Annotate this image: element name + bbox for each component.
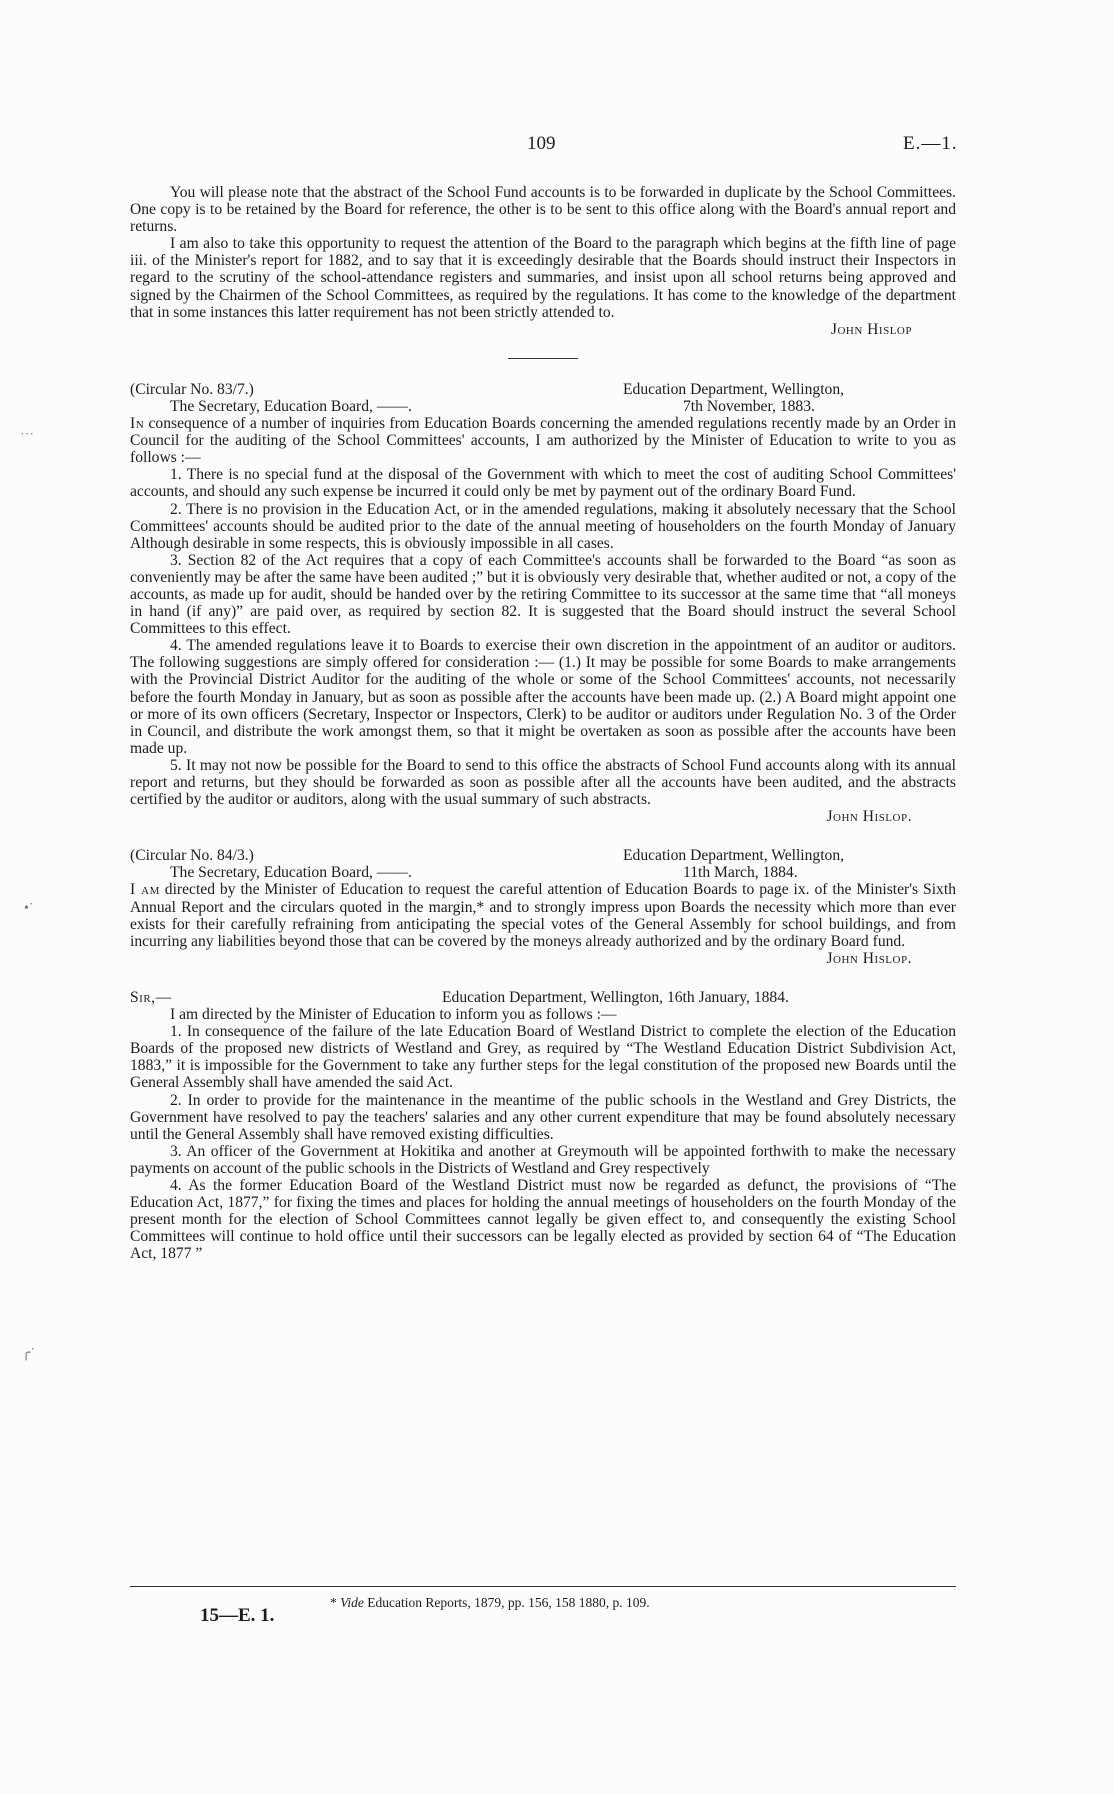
- paragraph: 4. The amended regulations leave it to Boards to exercise their own discretion in the appointment of an auditor or auditors. The following suggestions are simply offered for consideration :— (1.) It may be possible for some Boards to make arrangements with the Provincial District Auditor for the auditing of the whole or some of the School Committees' accounts, not necessarily before the fourth Monday in January, but as soon as possible after the accounts have been made up. (2.) A Board might appoint one or more of its own officers (Secretary, Inspector or Inspectors, Clerk) to be auditor or auditors under Regulation No. 3 of the Order in Council, and distribute the work amongst them, so that it might be overtaken as soon as possible after the accounts have been made up.: [130, 637, 956, 757]
- paragraph-text: directed by the Minister of Education to request the careful attention of Education Boards to page ix. of the Minister's Sixth Annual Report and the circulars quoted in the margin,* and to strongly impress upon Boards the necessity which more than ever exists for their carefully refraining from anticipating the special votes of the General Assembly for school buildings, and from incurring any liabilities beyond those that can be covered by the moneys already authorized and by the ordinary Board fund.: [130, 881, 956, 950]
- paragraph: 2. In order to provide for the maintenance in the meantime of the public schools in the Westland and Grey Districts, the Government have resolved to pay the teachers' salaries and any other current expenditure that may be found absolutely necessary until the General Assembly shall have removed existing difficulties.: [130, 1091, 956, 1143]
- paragraph: 2. There is no provision in the Education Act, or in the amended regulations, making it absolutely necessary that the School Committees' accounts should be audited prior to the date of the annual meeting of householders on the fourth Monday of January Although desirable in some respects, this is obviously impossible in all cases.: [130, 500, 956, 552]
- paragraph: You will please note that the abstract of the School Fund accounts is to be forwarded in duplicate by the School Committees. One copy is to be retained by the Board for reference, the other is to be sent to this office along with the Board's annual report and returns.: [130, 184, 956, 236]
- footnote-marker: *: [330, 1595, 337, 1610]
- office-address: Education Department, Wellington,: [623, 847, 845, 865]
- paragraph: 3. An officer of the Government at Hokitika and another at Greymouth will be appointed forthwith to make the necessary payments on account of the public schools in the Districts of Westland and Grey respectively: [130, 1142, 956, 1177]
- paragraph: I am directed by the Minister of Education to inform you as follows :—: [170, 1006, 617, 1024]
- footnote-rule: [130, 1586, 956, 1587]
- lead-word: I am: [130, 881, 160, 899]
- paragraph: 5. It may not now be possible for the Board to send to this office the abstracts of School Fund accounts along with its annual report and returns, but they should be forwarded as soon as possible after all the accounts have been audited, and the abstracts certified by the auditor or auditors, along with the usual summary of such abstracts.: [130, 756, 956, 809]
- margin-mark: ╭˙: [22, 1346, 36, 1361]
- circular-83-7: [130, 381, 956, 825]
- circular-84-3: [130, 847, 956, 967]
- paragraph: [130, 415, 956, 466]
- circular-date: 11th March, 1884.: [683, 864, 798, 882]
- page-number: 109: [527, 133, 556, 154]
- paragraph: I am also to take this opportunity to request the attention of the Board to the paragraph which begins at the fifth line of page iii. of the Minister's report for 1882, and to say that it is exceedingly desirable that the Boards should instruct their Inspectors in regard to the scrutiny of the school-attendance registers and summaries, and insist upon all school returns being approved and signed by the Chairmen of the School Committees, as required by the regulations. It has come to the knowledge of the department that in some instances this latter requirement has not been strictly attended to.: [130, 235, 956, 321]
- paragraph: 1. There is no special fund at the disposal of the Government with which to meet the cost of auditing School Committees' accounts, and should any such expense be incurred it could only be met by payment out of the ordinary Board Fund.: [130, 466, 956, 501]
- margin-mark: •˙: [24, 901, 34, 916]
- footnote-text: Education Reports, 1879, pp. 156, 158 1880, p. 109.: [363, 1595, 650, 1610]
- footnote: [330, 1594, 650, 1611]
- page-body: [130, 184, 956, 1262]
- circular-number: (Circular No. 83/7.): [130, 380, 254, 398]
- westland-letter: [130, 989, 956, 1263]
- addressee: The Secretary, Education Board, ——.: [170, 397, 412, 415]
- paragraph: [130, 881, 956, 949]
- paragraph: 4. As the former Education Board of the Westland District must now be regarded as defunct, the provisions of “The Education Act, 1877,” for fixing the times and places for holding the annual meetings of householders on the fourth Monday of the present month for the election of School Committees cannot legally be given effect to, and consequently the existing School Committees will continue to hold office until their successors can be legally elected as provided by section 64 of “The Education Act, 1877 ”: [130, 1176, 956, 1263]
- circular-date: 7th November, 1883.: [683, 397, 815, 415]
- addressee: The Secretary, Education Board, ——.: [170, 864, 412, 882]
- margin-mark: ˙˙˙: [20, 431, 34, 446]
- signature: John Hislop.: [826, 808, 912, 826]
- circular-number: (Circular No. 84/3.): [130, 847, 254, 865]
- page-header: [0, 135, 1114, 159]
- signature: John Hislop.: [826, 949, 912, 967]
- office-address: Education Department, Wellington,: [623, 380, 845, 398]
- document-reference: E.—1.: [903, 133, 958, 154]
- lead-word: In: [130, 415, 145, 433]
- footnote-vide: Vide: [340, 1595, 364, 1610]
- office-date: Education Department, Wellington, 16th January, 1884.: [442, 988, 789, 1006]
- paragraph: 3. Section 82 of the Act requires that a copy of each Committee's accounts shall be forwarded to the Board “as soon as conveniently may be after the same have been audited ;” but it is obviously very desirable that, whether audited or not, a copy of the accounts, as made up for audit, should be handed over by the retiring Committee to its successor at the same time that “all moneys in hand (if any)” are paid over, as required by section 82. It is suggested that the Board should instruct the several School Committees to this effect.: [130, 551, 956, 638]
- intro-letter: [130, 184, 956, 338]
- paragraph: 1. In consequence of the failure of the late Education Board of Westland District to complete the election of the Education Boards of the proposed new districts of Westland and Grey, as required by “The Westland Education District Subdivision Act, 1883,” it is impossible for the Government to take any further steps for the legal constitution of the proposed new Boards until the General Assembly shall have amended the said Act.: [130, 1023, 956, 1092]
- signature-mark: 15—E. 1.: [200, 1605, 275, 1626]
- salutation: Sir,—: [130, 988, 172, 1006]
- signature: John Hislop: [830, 320, 912, 338]
- section-divider: [508, 358, 578, 359]
- paragraph-text: consequence of a number of inquiries from Education Boards concerning the amended regulations recently made by an Order in Council for the auditing of the School Committees' accounts, I am authorized by the Minister of Education to write to you as follows :—: [130, 415, 956, 467]
